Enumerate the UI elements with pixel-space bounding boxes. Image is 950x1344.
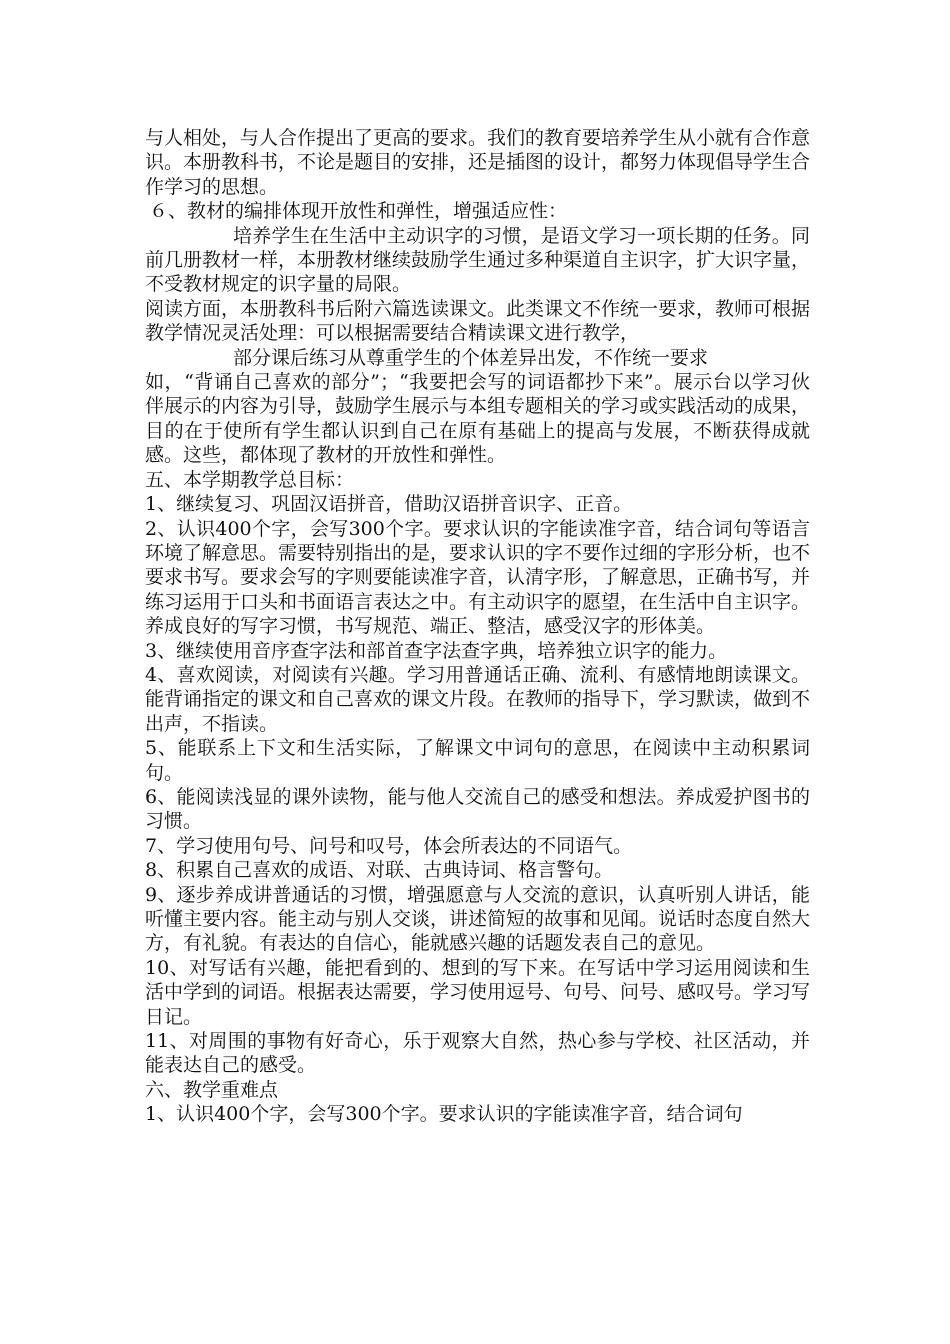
paragraph-literacy-habit: 培养学生在生活中主动识字的习惯，是语文学习一项长期的任务。同前几册教材一样，本册教材继续鼓励学生通过多种渠道自主识字，扩大识字量，不受教材规定的识字量的局限。 (145, 224, 811, 296)
document-body (145, 126, 810, 1127)
paragraph-exercises: 部分课后练习从尊重学生的个体差异出发，不作统一要求 (233, 346, 709, 369)
goal-item-5: 5、能联系上下文和生活实际，了解课文中词句的意思，在阅读中主动积累词句。 (145, 737, 810, 784)
paragraph-examples: 如，“背诵自己喜欢的部分”；“我要把会写的词语都抄下来”。展示台以学习伙伴展示的内容为引导，鼓励学生展示与本组专题相关的学习或实践活动的成果，目的在于使所有学生都认识到自己在原有基础上的提高与发展，不断获得成就感。这些，都体现了教材的开放性和弹性。 (145, 371, 811, 467)
goal-item-3: 3、继续使用音序查字法和部首查字法查字典，培养独立识字的能力。 (145, 639, 728, 662)
heading-semester-goals: 五、本学期教学总目标： (145, 468, 355, 491)
heading-key-difficulties: 六、教学重难点 (145, 1078, 279, 1101)
goal-item-10: 10、对写话有兴趣，能把看到的、想到的写下来。在写话中学习运用阅读和生活中学到的词语。根据表达需要，学习使用逗号、句号、问号、感叹号。学习写日记。 (145, 956, 811, 1028)
goal-item-9: 9、逐步养成讲普通话的习惯，增强愿意与人交流的意识，认真听别人讲话，能听懂主要内容。能主动与别人交谈，讲述简短的故事和见闻。说话时态度自然大方，有礼貌。有表达的自信心，能就感兴趣的话题发表自己的意见。 (145, 883, 811, 955)
goal-item-1: 1、继续复习、巩固汉语拼音，借助汉语拼音识字、正音。 (145, 493, 633, 516)
goal-item-8: 8、积累自己喜欢的成语、对联、古典诗词、格言警句。 (145, 859, 614, 882)
heading-openness: ６、教材的编排体现开放性和弹性，增强适应性： (149, 200, 568, 223)
goal-item-6: 6、能阅读浅显的课外读物，能与他人交流自己的感受和想法。养成爱护图书的习惯。 (145, 785, 810, 833)
paragraph-cooperation: 与人相处，与人合作提出了更高的要求。我们的教育要培养学生从小就有合作意识。本册教科书，不论是题目的安排，还是插图的设计，都努力体现倡导学生合作学习的思想。 (145, 127, 811, 198)
difficulty-item-1: 1、认识400个字，会写300个字。要求认识的字能读准字音，结合词句 (145, 1103, 743, 1126)
paragraph-reading: 阅读方面，本册教科书后附六篇选读课文。此类课文不作统一要求，教师可根据教学情况灵活处理：可以根据需要结合精读课文进行教学， (145, 297, 811, 345)
goal-item-11: 11、对周围的事物有好奇心，乐于观察大自然，热心参与学校、社区活动，并能表达自己的感受。 (145, 1030, 810, 1077)
goal-item-2: 2、认识400个字，会写300个字。要求认识的字能读准字音，结合词句等语言环境了解意思。需要特别指出的是，要求认识的字不要作过细的字形分析，也不要求书写。要求会写的字则要能读准字音，认清字形，了解意思，正确书写，并练习运用于口头和书面语言表达之中。有主动识字的愿望，在生活中自主识字。养成良好的写字习惯，书写规范、端正、整洁，感受汉字的形体美。 (145, 517, 811, 638)
goal-item-4: 4、喜欢阅读，对阅读有兴趣。学习用普通话正确、流利、有感情地朗读课文。能背诵指定的课文和自己喜欢的课文片段。在教师的指导下，学习默读，做到不出声，不指读。 (145, 663, 811, 735)
goal-item-7: 7、学习使用句号、问号和叹号，体会所表达的不同语气。 (145, 834, 633, 857)
